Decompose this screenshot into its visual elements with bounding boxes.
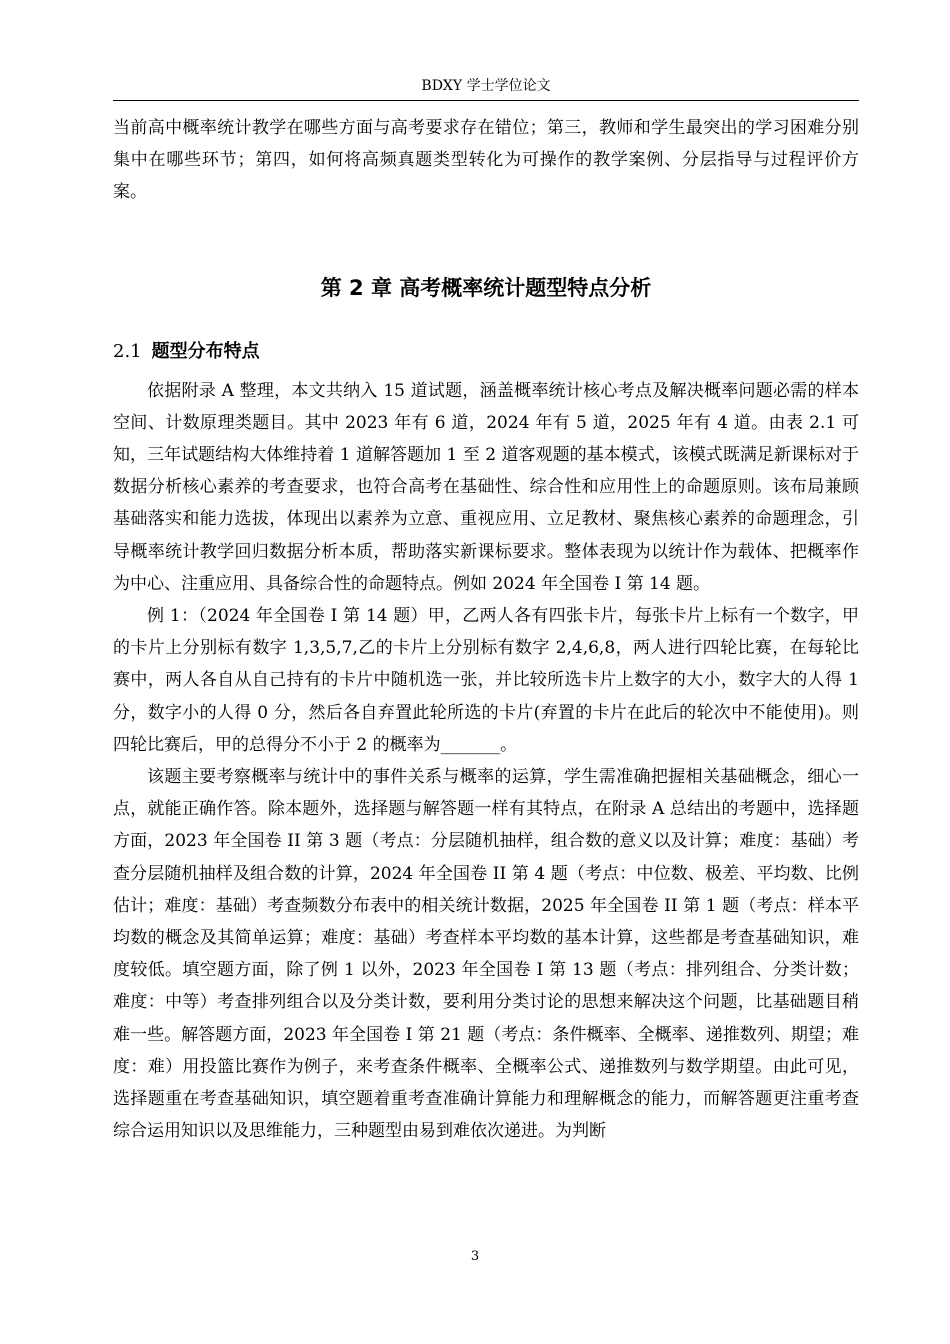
body-paragraph: 该题主要考察概率与统计中的事件关系与概率的运算，学生需准确把握相关基础概念，细心一点，就能正确作答。除本题外，选择题与解答题一样有其特点，在附录 A 总结出的考题中，选择题方面，2023 年全国卷 II 第 3 题（考点：分层随机抽样，组合数的意义以及计算；难度：基础）考查分层随机抽样及组合数的计算，2024 年全国卷 II 第 4 题（考点：中位数、极差、平均数、比例估计；难度：基础）考查频数分布表中的相关统计数据，2025 年全国卷 II 第 1 题（考点：样本平均数的概念及其简单运算；难度：基础）考查样本平均数的基本计算，这些都是考查基础知识，难度较低。填空题方面，除了例 1 以外，2023 年全国卷 I 第 13 题（考点：排列组合、分类计数；难度：中等）考查排列组合以及分类计数，要利用分类讨论的思想来解决这个问题，比基础题目稍难一些。解答题方面，2023 年全国卷 I 第 21 题（考点：条件概率、全概率、递推数列、期望；难度：难）用投篮比赛作为例子，来考查条件概率、全概率公式、递推数列与数学期望。由此可见，选择题重在考查基础知识，填空题着重考查准确计算能力和理解概念的能力，而解答题更注重考查综合运用知识以及思维能力，三种题型由易到难依次递进。为判断 (113, 767, 859, 1142)
spacer (113, 303, 859, 339)
page-body (113, 112, 859, 1147)
chapter-title: 第 2 章 高考概率统计题型特点分析 (320, 275, 652, 300)
spacer (113, 365, 859, 375)
body-paragraph: 依据附录 A 整理，本文共纳入 15 道试题，涵盖概率统计核心考点及解决概率问题必需的样本空间、计数原理类题目。其中 2023 年有 6 道，2024 年有 5 道，2025 年有 4 道。由表 2.1 可知，三年试题结构大体维持着 1 道解答题加 1 至 2 道客观题的基本模式，该模式既满足新课标对于数据分析核心素养的考查要求，也符合高考在基础性、综合性和应用性上的命题原则。该布局兼顾基础落实和能力选拔，体现出以素养为立意、重视应用、立足教材、聚焦核心素养的命题理念，引导概率统计教学回归数据分析本质，帮助落实新课标要求。整体表现为以统计作为载体、把概率作为中心、注重应用、具备综合性的命题特点。例如 2024 年全国卷 I 第 14 题。 (113, 380, 859, 594)
section-number: 2.1 (113, 340, 142, 362)
example-paragraph: 例 1：（2024 年全国卷 I 第 14 题）甲，乙两人各有四张卡片，每张卡片上标有一个数字，甲的卡片上分别标有数字 1,3,5,7,乙的卡片上分别标有数字 2,4,6,8，两人进行四轮比赛，在每轮比赛中，两人各自从自己持有的卡片中随机选一张，并比较所选卡片上数字的大小，数字大的人得 1 分，数字小的人得 0 分，然后各自弃置此轮所选的卡片(弃置的卡片在此后的轮次中不能使用)。则四轮比赛后，甲的总得分不小于 2 的概率为_______。 (113, 606, 859, 755)
spacer (113, 209, 859, 273)
header-rule (113, 100, 859, 101)
running-header: BDXY 学士学位论文 (421, 78, 551, 94)
intro-paragraph: 当前高中概率统计教学在哪些方面与高考要求存在错位；第三，教师和学生最突出的学习困难分别集中在哪些环节；第四，如何将高频真题类型转化为可操作的教学案例、分层指导与过程评价方案。 (113, 118, 859, 203)
section-heading (113, 339, 859, 365)
page-number: 3 (470, 1249, 480, 1264)
section-title: 题型分布特点 (151, 340, 260, 362)
